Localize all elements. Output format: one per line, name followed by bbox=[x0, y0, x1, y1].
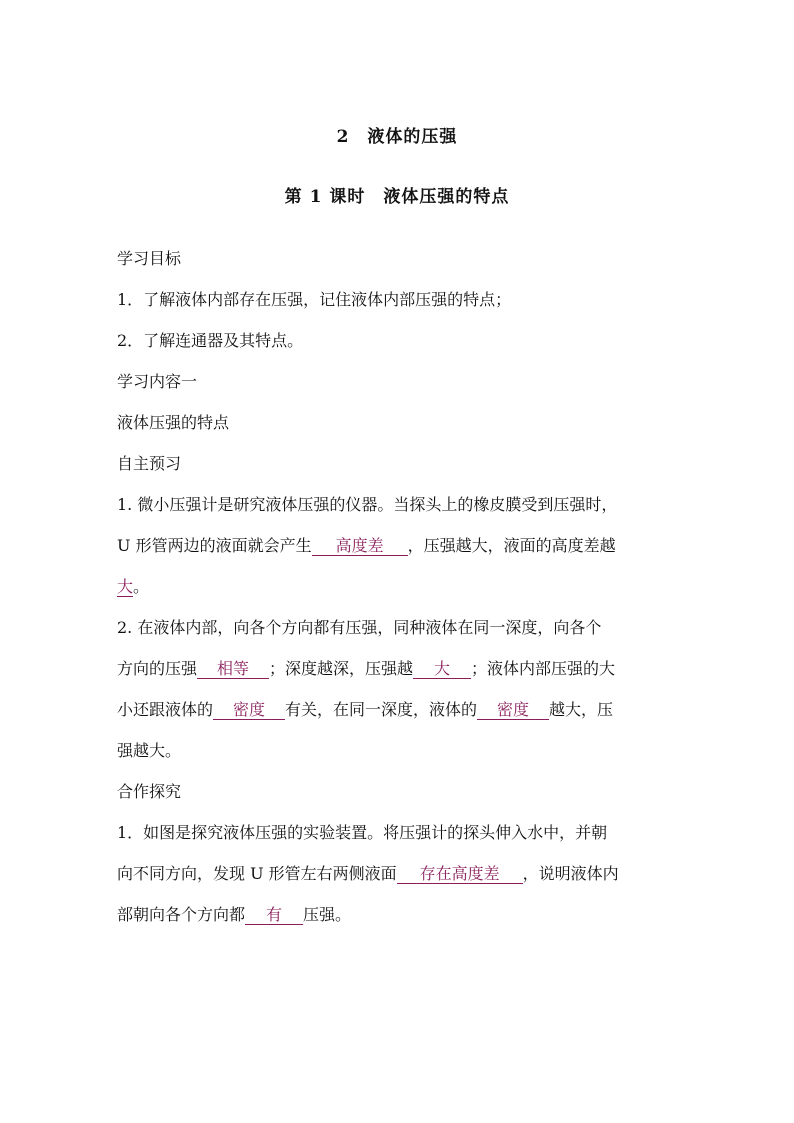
answer-blank: 高度差 bbox=[312, 537, 408, 556]
question-text: 小还跟液体的 bbox=[117, 700, 214, 719]
question-text-line bbox=[117, 525, 682, 566]
answer-blank: 有 bbox=[245, 906, 303, 925]
question-text: U 形管两边的液面就会产生 bbox=[117, 536, 312, 555]
question-text: ，压强越大，液面的高度差越 bbox=[407, 536, 616, 555]
question-text-line bbox=[117, 689, 682, 730]
preview-question-2 bbox=[117, 607, 682, 771]
question-text: 强越大。 bbox=[117, 741, 182, 760]
question-text: ；深度越深，压强越 bbox=[269, 659, 414, 678]
answer-blank: 大 bbox=[413, 660, 471, 679]
question-text-line bbox=[117, 894, 682, 935]
answer-blank: 密度 bbox=[213, 701, 285, 720]
lesson-title: 第 1 课时 液体压强的特点 bbox=[284, 187, 510, 207]
question-text: 有关，在同一深度，液体的 bbox=[285, 700, 478, 719]
preview-heading: 自主预习 bbox=[117, 454, 182, 473]
question-text: 1．如图是探究液体压强的实验装置。将压强计的探头伸入水中，并朝 bbox=[117, 823, 608, 842]
question-text: 方向的压强 bbox=[117, 659, 198, 678]
question-text-line bbox=[117, 853, 682, 894]
question-text: 越大，压 bbox=[549, 700, 614, 719]
question-text-line bbox=[117, 648, 682, 689]
answer-blank: 大 bbox=[117, 577, 134, 596]
content-subheading: 液体压强的特点 bbox=[117, 413, 230, 432]
question-text: 部朝向各个方向都 bbox=[117, 905, 246, 924]
objective-item-2: 2．了解连通器及其特点。 bbox=[117, 331, 304, 350]
answer-blank: 密度 bbox=[477, 701, 549, 720]
question-text: 压强。 bbox=[303, 905, 352, 924]
document-body bbox=[117, 238, 682, 935]
question-text: 向不同方向，发现 U 形管左右两侧液面 bbox=[117, 864, 397, 883]
question-text: 1. 微小压强计是研究液体压强的仪器。当探头上的橡皮膜受到压强时， bbox=[117, 495, 618, 514]
answer-blank: 相等 bbox=[197, 660, 269, 679]
answer-blank: 存在高度差 bbox=[397, 865, 523, 884]
objectives-heading: 学习目标 bbox=[117, 249, 182, 268]
question-text: 2. 在液体内部，向各个方向都有压强，同种液体在同一深度，向各个 bbox=[117, 618, 602, 637]
content-heading: 学习内容一 bbox=[117, 372, 198, 391]
chapter-title: 2 液体的压强 bbox=[336, 127, 458, 147]
cooperate-question-1 bbox=[117, 812, 682, 935]
preview-question-1 bbox=[117, 484, 682, 607]
question-text: ；液体内部压强的大 bbox=[471, 659, 616, 678]
question-text: ，说明液体内 bbox=[522, 864, 619, 883]
question-text: 。 bbox=[133, 577, 150, 596]
cooperate-heading: 合作探究 bbox=[117, 782, 182, 801]
objective-item-1: 1．了解液体内部存在压强，记住液体内部压强的特点； bbox=[117, 290, 512, 309]
question-text-line bbox=[117, 566, 682, 607]
